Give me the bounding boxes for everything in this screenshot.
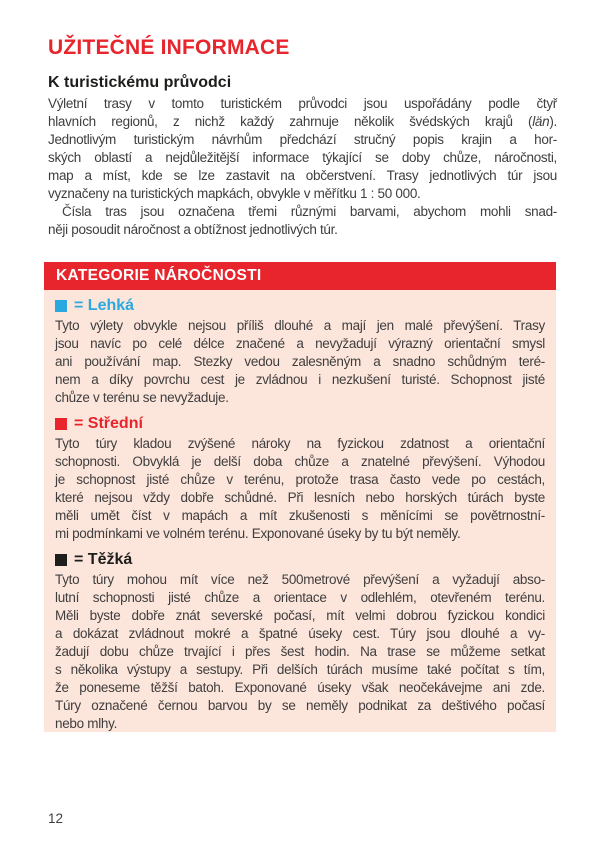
category-hard-paragraph	[55, 571, 545, 733]
text-line: nebo mlhy.	[55, 716, 118, 731]
category-hard-heading	[55, 550, 545, 570]
text-line: Tyto túry kladou zvýšené nároky na fyzickou zdatnost a orientační	[55, 436, 545, 451]
text-line: je schopnost jisté chůze v terénu, protože trasa často vede po cestách,	[55, 472, 545, 487]
text-line: mi podmínkami ve volném terénu. Exponované úseky by tu být neměly.	[55, 526, 461, 541]
page-title: UŽITEČNÉ INFORMACE	[48, 36, 290, 59]
category-easy	[55, 296, 545, 407]
text-line: map a míst, kde se lze zastavit na občerstvení. Trasy jednotlivých túr jsou	[48, 168, 557, 183]
text-line: že poneseme těžší batoh. Exponované úseky však neočekávejme ani zde.	[55, 680, 545, 695]
text-line: schopnosti. Obvyklá je delší doba chůze a znatelné převýšení. Výhodou	[55, 454, 545, 469]
text-line: žadují dobu chůze trvající i přes šest hodin. Na trase se můžeme setkat	[55, 644, 545, 659]
text-line: a dokázat zvládnout mokré a špatné úseky cest. Túry jsou dlouhé a vy-	[55, 626, 545, 641]
text-line: vyznačeny na turistických mapkách, obvykle v měřítku 1 : 50 000.	[48, 186, 421, 201]
text-line: jsou navíc po celé délce značené a nevyžadují výrazný orientační smysl	[55, 336, 545, 351]
text-line: které nejsou vždy dobře schůdné. Při lesních nebo horských túrách byste	[55, 490, 545, 505]
text-line: ských oblastí a nejdůležitější informace týkající se doby chůze, náročnosti,	[48, 150, 557, 165]
intro-paragraph-2	[48, 203, 557, 239]
categories-box	[44, 290, 556, 732]
text-line: chůze v terénu se nevyžaduje.	[55, 390, 229, 405]
text-line: s několika výstupy a sestupy. Při delších túrách musíme také počítat s tím,	[55, 662, 545, 677]
medium-color-square-icon	[55, 418, 67, 430]
category-medium-label: = Střední	[74, 415, 143, 432]
text-line: Tyto výlety obvykle nejsou příliš dlouhé a mají jen malé převýšení. Trasy	[55, 318, 545, 333]
text-line: nem a díky povrchu cest je zvládnou i nezkušení turisté. Schopnost jisté	[55, 372, 545, 387]
intro-paragraph-1	[48, 95, 557, 203]
category-easy-label: = Lehká	[74, 297, 135, 314]
hard-color-square-icon	[55, 554, 67, 566]
categories-banner	[44, 262, 556, 290]
text-line: Čísla tras jsou označena třemi různými barvami, abychom mohli snad-	[62, 204, 557, 219]
text-line: ani používání map. Stezky vedou zalesněným a snadno schůdným teré-	[55, 354, 545, 369]
category-easy-paragraph	[55, 317, 545, 407]
category-medium-paragraph	[55, 435, 545, 543]
category-medium	[55, 414, 545, 543]
text-line: Výletní trasy v tomto turistickém průvodci jsou uspořádány podle čtyř	[48, 96, 557, 111]
text-line: hlavních regionů, z nichž každý zahrnuje několik švédských krajů (län).	[48, 114, 557, 129]
easy-color-square-icon	[55, 300, 67, 312]
intro-section	[48, 74, 557, 239]
text-line: Měli byste dobře znát severské počasí, mít velmi dobrou fyzickou kondici	[55, 608, 545, 623]
text-line: Túry označené černou barvou by se neměly podnikat za deštivého počasí	[55, 698, 545, 713]
categories-banner-label: KATEGORIE NÁROČNOSTI	[56, 267, 262, 284]
text-line: Tyto túry mohou mít více než 500metrové převýšení a vyžadují abso-	[55, 572, 545, 587]
category-hard-label: = Těžká	[74, 551, 133, 568]
category-hard	[55, 550, 545, 733]
intro-heading: K turistickému průvodci	[48, 74, 232, 91]
category-medium-heading	[55, 414, 545, 434]
text-line: něji posoudit náročnost a obtížnost jednotlivých túr.	[48, 222, 338, 237]
text-line: Jednotlivým turistickým návrhům předchází stručný popis krajin a hor-	[48, 132, 557, 147]
text-line: lutní schopnosti jisté chůze a orientace v odlehlém, otevřeném terénu.	[55, 590, 545, 605]
category-easy-heading	[55, 296, 545, 316]
page-number: 12	[48, 811, 64, 826]
text-line: měli umět číst v mapách a mít zkušenosti s měnícími se povětrnostní-	[55, 508, 545, 523]
